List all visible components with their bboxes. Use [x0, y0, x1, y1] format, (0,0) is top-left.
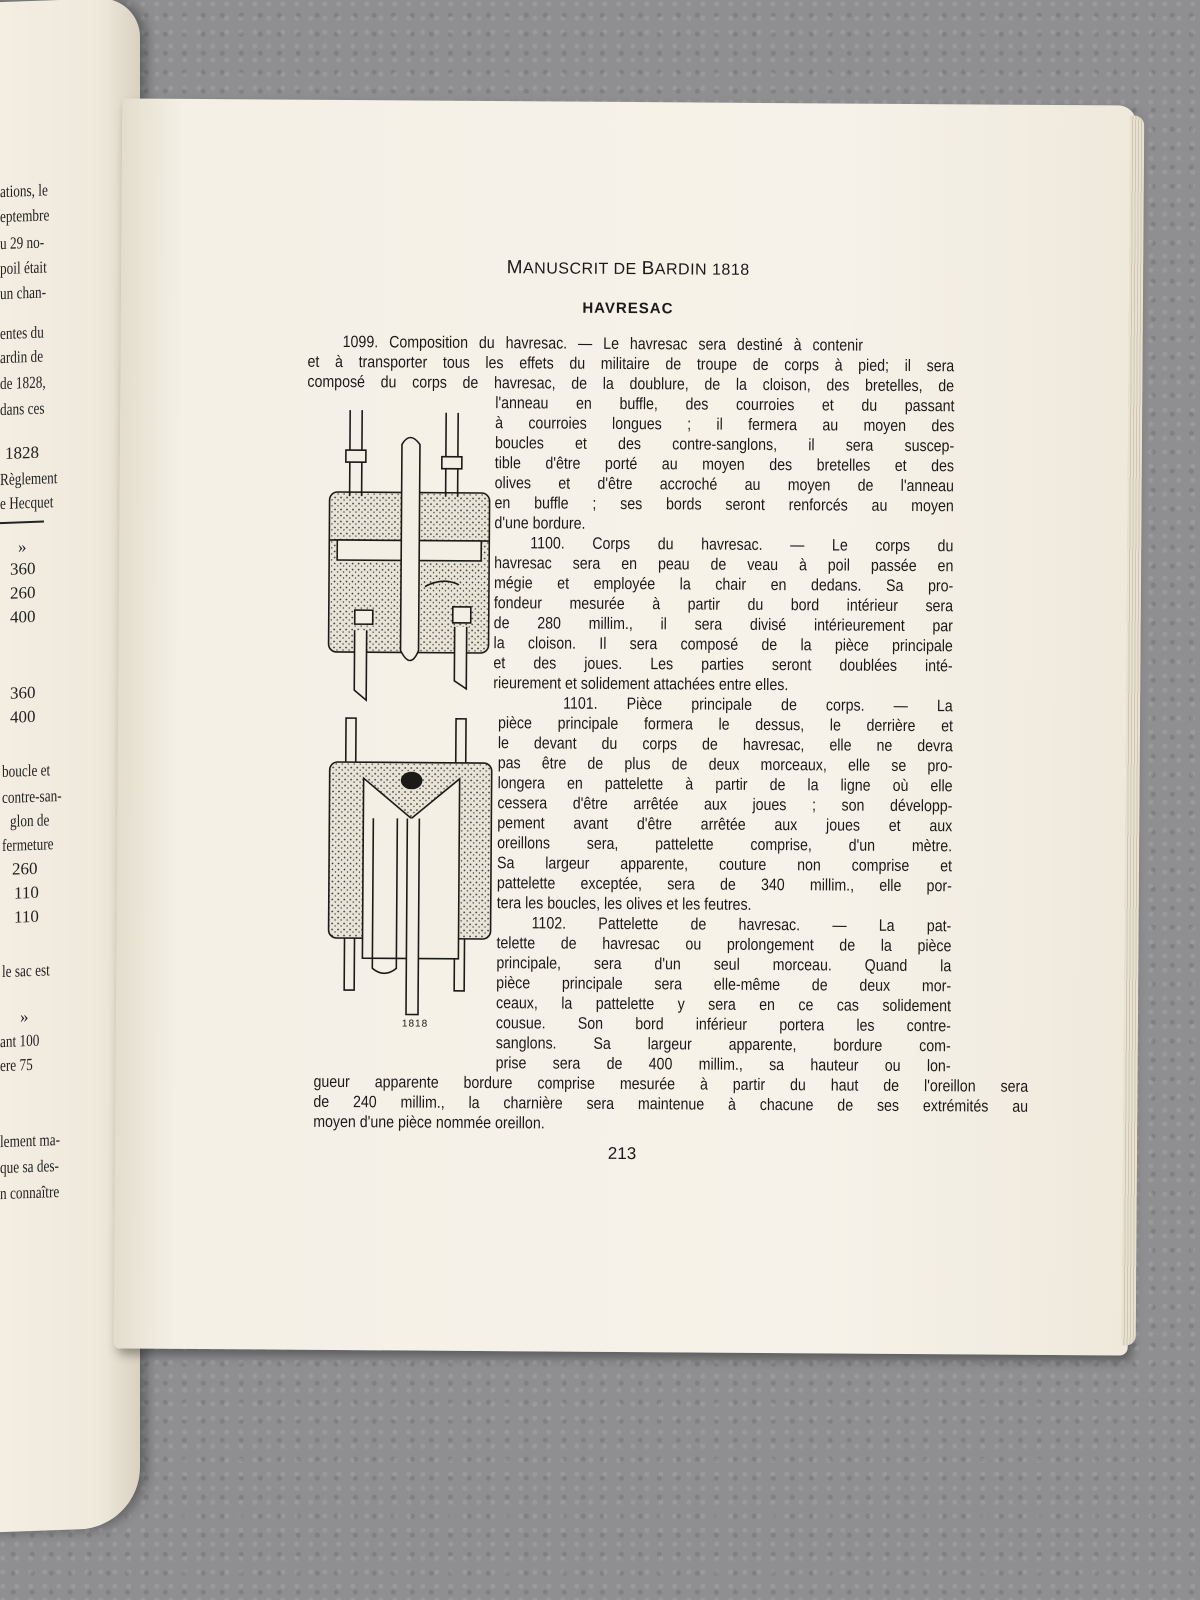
text-line: cousue. Son bord inférieur portera les contre-: [495, 1014, 951, 1036]
header-text: ARDIN 1818: [654, 261, 750, 279]
left-text-fragment: un chan-: [0, 282, 47, 304]
text-line: pement avant d'être arrêtée aux joues et aux: [497, 814, 953, 836]
left-text-fragment: 110: [14, 882, 39, 903]
header-text: ANUSCRIT DE: [522, 260, 642, 279]
text-line: à courroies longues ; il fermera au moyen des: [495, 414, 955, 436]
left-text-fragment: 1828: [5, 442, 39, 463]
text-line: ceaux, la pattelette y sera en ce cas solidement: [496, 994, 952, 1016]
text-line: d'une bordure.: [494, 514, 586, 533]
left-text-fragment: glon de: [10, 810, 50, 831]
text-line: longera en pattelette à partir de la ligne où elle: [497, 774, 953, 796]
havresac-front-view: [328, 410, 490, 701]
left-text-fragment: »: [18, 537, 27, 557]
text-line: tible d'être porté au moyen des bretelles et des: [494, 454, 955, 476]
text-line: Sa largeur apparente, couture non comprise et: [496, 854, 953, 876]
left-text-fragment: ardin de: [0, 346, 44, 368]
book-page: [114, 98, 1137, 1355]
left-text-fragment: 260: [10, 582, 36, 603]
text-line: le devant du corps de havresac, elle ne devra: [497, 734, 953, 756]
text-line: 1099. Composition du havresac. — Le havresac sera destiné à contenir: [342, 333, 864, 355]
text-line: telette de havresac ou prolongement de la pièce: [496, 934, 952, 956]
text-line: pièce principale sera elle-même de deux mor-: [496, 974, 952, 996]
text-line: la cloison. Il sera composé de la pièce principale: [493, 634, 953, 656]
text-line: gueur apparente bordure comprise mesurée à partir du haut de l'oreillon sera: [313, 1072, 1029, 1096]
text-line: havresac sera en peau de veau à poil passée en: [494, 554, 954, 576]
text-line: composé du corps de havresac, de la doublure, de la cloison, des bretelles, de: [307, 372, 955, 396]
havresac-illustration: [312, 400, 506, 1021]
left-text-fragment: e Hecquet: [0, 492, 54, 514]
left-rule: [0, 521, 44, 525]
header-cap: B: [641, 258, 655, 280]
text-line: mégie et employée la chair en dedans. Sa pro-: [493, 574, 954, 596]
text-line: pattelette exceptée, sera de 340 millim., elle por-: [496, 874, 952, 896]
text-line: fondeur mesurée à partir du bord intérieur sera: [493, 594, 954, 616]
text-line: rieurement et solidement attachées entre elles.: [493, 674, 789, 695]
left-text-fragment: dans ces: [0, 398, 45, 420]
left-text-fragment: eptembre: [0, 205, 50, 227]
left-text-fragment: »: [20, 1007, 29, 1027]
text-line: principale, sera d'un seul morceau. Quand la: [496, 954, 952, 976]
text-line: boucles et des contre-sanglons, il sera suscep-: [494, 434, 955, 456]
text-line: et à transporter tous les effets du militaire de troupe de corps à pied; il sera: [307, 352, 955, 376]
text-line: en buffle ; ses bords seront renforcés au moyen: [494, 494, 954, 516]
section-title: HAVRESAC: [582, 299, 674, 318]
left-text-fragment: boucle et: [2, 760, 51, 782]
left-text-fragment: 260: [12, 858, 38, 879]
text-line: pièce principale formera le dessus, le derrière et: [497, 714, 954, 736]
text-line: prise sera de 400 millim., sa hauteur ou lon-: [495, 1054, 951, 1076]
text-line: de 280 millim., il sera divisé intérieurement par: [493, 614, 954, 636]
left-text-fragment: entes du: [0, 322, 44, 344]
text-line: et des joues. Les parties seront doublées inté-: [493, 654, 953, 676]
left-text-fragment: ere 75: [0, 1054, 33, 1076]
havresac-back-view: [328, 718, 492, 1015]
text-line: oreillons sera, pattelette comprise, d'un mètre.: [497, 834, 953, 856]
running-header: [121, 254, 1135, 283]
text-line: olives et d'être accroché au moyen de l'anneau: [494, 474, 954, 496]
left-text-fragment: de 1828,: [0, 372, 46, 394]
text-line: sanglons. Sa largeur apparente, bordure com-: [495, 1034, 951, 1056]
header-cap: M: [506, 257, 524, 279]
text-line: 1100. Corps du havresac. — Le corps du: [530, 534, 954, 556]
left-text-fragment: ant 100: [0, 1030, 40, 1052]
left-text-fragment: u 29 no-: [0, 232, 45, 254]
left-text-fragment: lement ma-: [0, 1129, 61, 1152]
left-text-fragment: ations, le: [0, 180, 48, 202]
left-text-fragment: le sac est: [2, 960, 50, 982]
left-text-fragment: 400: [10, 706, 36, 727]
text-line: cessera d'être arrêtée aux joues ; son développ-: [497, 794, 953, 816]
left-text-fragment: fermeture: [2, 834, 54, 856]
text-line: 1101. Pièce principale de corps. — La: [563, 694, 953, 716]
text-line: moyen d'une pièce nommée oreillon.: [313, 1112, 545, 1133]
left-text-fragment: que sa des-: [0, 1156, 59, 1178]
left-text-fragment: 360: [10, 682, 36, 703]
page-number: 213: [607, 1143, 637, 1164]
left-text-fragment: poil était: [0, 257, 47, 279]
figure-caption: 1818: [401, 1018, 429, 1030]
left-text-fragment: 110: [14, 906, 39, 927]
text-line: tera les boucles, les olives et les feutres.: [496, 894, 752, 914]
left-text-fragment: Règlement: [0, 468, 58, 490]
left-text-fragment: 360: [10, 558, 36, 579]
text-line: 1102. Pattelette de havresac. — La pat-: [531, 914, 952, 936]
left-text-fragment: contre-san-: [2, 785, 62, 808]
left-text-fragment: 400: [10, 606, 36, 627]
text-line: l'anneau en buffle, des courroies et du passant: [495, 394, 955, 416]
text-line: pas être de plus de deux morceaux, elle se pro-: [497, 754, 953, 776]
left-text-fragment: n connaître: [0, 1182, 60, 1204]
text-line: de 240 millim., la charnière sera maintenue à chacune de ses extrémités au: [313, 1092, 1029, 1116]
